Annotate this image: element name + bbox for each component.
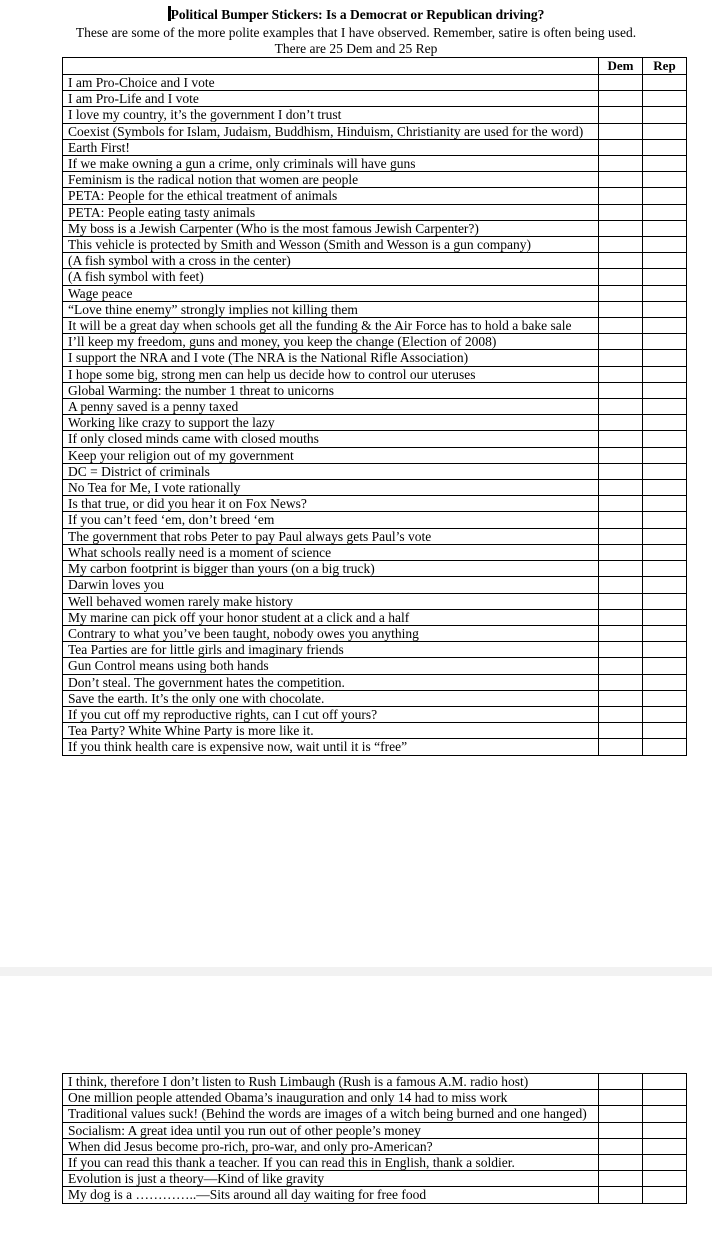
rep-checkbox-cell[interactable] — [643, 1138, 687, 1154]
table-row — [63, 609, 687, 625]
sticker-text: If you can read this thank a teacher. If you can read this in English, thank a soldier. — [63, 1155, 599, 1171]
dem-checkbox-cell[interactable] — [599, 528, 643, 544]
dem-checkbox-cell[interactable] — [599, 139, 643, 155]
table-row — [63, 318, 687, 334]
rep-checkbox-cell[interactable] — [643, 269, 687, 285]
sticker-text: Contrary to what you’ve been taught, nobody owes you anything — [63, 625, 599, 641]
dem-checkbox-cell[interactable] — [599, 188, 643, 204]
sticker-table-continued-body — [63, 1074, 687, 1204]
table-row — [63, 237, 687, 253]
dem-checkbox-cell[interactable] — [599, 739, 643, 755]
dem-checkbox-cell[interactable] — [599, 447, 643, 463]
sticker-text: If you cut off my reproductive rights, can I cut off yours? — [63, 706, 599, 722]
dem-checkbox-cell[interactable] — [599, 269, 643, 285]
rep-checkbox-cell[interactable] — [643, 237, 687, 253]
rep-checkbox-cell[interactable] — [643, 609, 687, 625]
sticker-text: (A fish symbol with feet) — [63, 269, 599, 285]
table-row — [63, 1171, 687, 1187]
table-row — [63, 334, 687, 350]
sticker-text: If you can’t feed ‘em, don’t breed ‘em — [63, 512, 599, 528]
dem-checkbox-cell[interactable] — [599, 593, 643, 609]
sticker-table-body — [63, 75, 687, 756]
dem-checkbox-cell[interactable] — [599, 561, 643, 577]
dem-checkbox-cell[interactable] — [599, 431, 643, 447]
dem-checkbox-cell[interactable] — [599, 577, 643, 593]
dem-checkbox-cell[interactable] — [599, 366, 643, 382]
table-row — [63, 415, 687, 431]
table-row — [63, 674, 687, 690]
dem-checkbox-cell[interactable] — [599, 220, 643, 236]
rep-checkbox-cell[interactable] — [643, 642, 687, 658]
dem-checkbox-cell[interactable] — [599, 496, 643, 512]
rep-checkbox-cell[interactable] — [643, 123, 687, 139]
sticker-text: Well behaved women rarely make history — [63, 593, 599, 609]
rep-checkbox-cell[interactable] — [643, 75, 687, 91]
header-rep: Rep — [643, 58, 687, 75]
dem-checkbox-cell[interactable] — [599, 382, 643, 398]
table-row — [63, 431, 687, 447]
rep-checkbox-cell[interactable] — [643, 1106, 687, 1122]
rep-checkbox-cell[interactable] — [643, 156, 687, 172]
table-row — [63, 156, 687, 172]
rep-checkbox-cell[interactable] — [643, 188, 687, 204]
rep-checkbox-cell[interactable] — [643, 318, 687, 334]
dem-checkbox-cell[interactable] — [599, 480, 643, 496]
rep-checkbox-cell[interactable] — [643, 625, 687, 641]
sticker-text: When did Jesus become pro-rich, pro-war, and only pro-American? — [63, 1138, 599, 1154]
dem-checkbox-cell[interactable] — [599, 723, 643, 739]
rep-checkbox-cell[interactable] — [643, 480, 687, 496]
table-row — [63, 1138, 687, 1154]
table-row — [63, 463, 687, 479]
table-row — [63, 91, 687, 107]
sticker-text: I’ll keep my freedom, guns and money, you keep the change (Election of 2008) — [63, 334, 599, 350]
rep-checkbox-cell[interactable] — [643, 447, 687, 463]
table-row — [63, 512, 687, 528]
table-row — [63, 1122, 687, 1138]
table-row — [63, 285, 687, 301]
dem-checkbox-cell[interactable] — [599, 1106, 643, 1122]
rep-checkbox-cell[interactable] — [643, 91, 687, 107]
sticker-text: I love my country, it’s the government I don’t trust — [63, 107, 599, 123]
rep-checkbox-cell[interactable] — [643, 577, 687, 593]
rep-checkbox-cell[interactable] — [643, 1074, 687, 1090]
sticker-text: Darwin loves you — [63, 577, 599, 593]
sticker-text: I am Pro-Life and I vote — [63, 91, 599, 107]
table-row — [63, 1106, 687, 1122]
rep-checkbox-cell[interactable] — [643, 1187, 687, 1203]
dem-checkbox-cell[interactable] — [599, 107, 643, 123]
rep-checkbox-cell[interactable] — [643, 139, 687, 155]
sticker-text: No Tea for Me, I vote rationally — [63, 480, 599, 496]
dem-checkbox-cell[interactable] — [599, 1138, 643, 1154]
rep-checkbox-cell[interactable] — [643, 415, 687, 431]
dem-checkbox-cell[interactable] — [599, 674, 643, 690]
dem-checkbox-cell[interactable] — [599, 334, 643, 350]
table-row — [63, 188, 687, 204]
table-row — [63, 577, 687, 593]
sticker-text: Tea Parties are for little girls and imaginary friends — [63, 642, 599, 658]
table-row — [63, 1090, 687, 1106]
table-row — [63, 544, 687, 560]
sticker-text: My boss is a Jewish Carpenter (Who is the most famous Jewish Carpenter?) — [63, 220, 599, 236]
dem-checkbox-cell[interactable] — [599, 75, 643, 91]
sticker-text: This vehicle is protected by Smith and Wesson (Smith and Wesson is a gun company) — [63, 237, 599, 253]
table-row — [63, 496, 687, 512]
sticker-text: Working like crazy to support the lazy — [63, 415, 599, 431]
rep-checkbox-cell[interactable] — [643, 107, 687, 123]
rep-checkbox-cell[interactable] — [643, 366, 687, 382]
rep-checkbox-cell[interactable] — [643, 220, 687, 236]
sticker-text: One million people attended Obama’s inauguration and only 14 had to miss work — [63, 1090, 599, 1106]
dem-checkbox-cell[interactable] — [599, 301, 643, 317]
sticker-text: DC = District of criminals — [63, 463, 599, 479]
rep-checkbox-cell[interactable] — [643, 528, 687, 544]
table-row — [63, 480, 687, 496]
table-row — [63, 723, 687, 739]
sticker-text: Coexist (Symbols for Islam, Judaism, Buddhism, Hinduism, Christianity are used for the word) — [63, 123, 599, 139]
sticker-table — [62, 57, 687, 756]
rep-checkbox-cell[interactable] — [643, 658, 687, 674]
sticker-text: A penny saved is a penny taxed — [63, 399, 599, 415]
table-row — [63, 382, 687, 398]
table-row — [63, 107, 687, 123]
table-row — [63, 561, 687, 577]
dem-checkbox-cell[interactable] — [599, 1122, 643, 1138]
document-title-text: Political Bumper Stickers: Is a Democrat or Republican driving? — [170, 7, 545, 22]
rep-checkbox-cell[interactable] — [643, 463, 687, 479]
dem-checkbox-cell[interactable] — [599, 318, 643, 334]
dem-checkbox-cell[interactable] — [599, 658, 643, 674]
sticker-text: I support the NRA and I vote (The NRA is the National Rifle Association) — [63, 350, 599, 366]
rep-checkbox-cell[interactable] — [643, 544, 687, 560]
table-row — [63, 220, 687, 236]
sticker-text: PETA: People eating tasty animals — [63, 204, 599, 220]
document-subtitle: These are some of the more polite examples that I have observed. Remember, satire is often being used. — [75, 25, 637, 40]
sticker-text: My dog is a …………..—Sits around all day waiting for free food — [63, 1187, 599, 1203]
rep-checkbox-cell[interactable] — [643, 674, 687, 690]
sticker-text: The government that robs Peter to pay Paul always gets Paul’s vote — [63, 528, 599, 544]
sticker-text: What schools really need is a moment of science — [63, 544, 599, 560]
table-row — [63, 625, 687, 641]
sticker-text: PETA: People for the ethical treatment of animals — [63, 188, 599, 204]
sticker-text: Don’t steal. The government hates the competition. — [63, 674, 599, 690]
dem-checkbox-cell[interactable] — [599, 172, 643, 188]
dem-checkbox-cell[interactable] — [599, 1074, 643, 1090]
dem-checkbox-cell[interactable] — [599, 642, 643, 658]
sticker-text: If we make owning a gun a crime, only criminals will have guns — [63, 156, 599, 172]
table-row — [63, 172, 687, 188]
rep-checkbox-cell[interactable] — [643, 285, 687, 301]
table-row — [63, 1155, 687, 1171]
rep-checkbox-cell[interactable] — [643, 1155, 687, 1171]
table-row — [63, 447, 687, 463]
dem-checkbox-cell[interactable] — [599, 253, 643, 269]
sticker-text: Save the earth. It’s the only one with chocolate. — [63, 690, 599, 706]
table-row — [63, 706, 687, 722]
dem-checkbox-cell[interactable] — [599, 350, 643, 366]
sticker-text: If only closed minds came with closed mouths — [63, 431, 599, 447]
table-row — [63, 366, 687, 382]
table-row — [63, 690, 687, 706]
dem-checkbox-cell[interactable] — [599, 1171, 643, 1187]
rep-checkbox-cell[interactable] — [643, 1090, 687, 1106]
sticker-text: Gun Control means using both hands — [63, 658, 599, 674]
table-row — [63, 204, 687, 220]
table-header-row — [63, 58, 687, 75]
dem-checkbox-cell[interactable] — [599, 609, 643, 625]
dem-checkbox-cell[interactable] — [599, 625, 643, 641]
sticker-text: Is that true, or did you hear it on Fox News? — [63, 496, 599, 512]
sticker-text: Tea Party? White Whine Party is more like it. — [63, 723, 599, 739]
dem-checkbox-cell[interactable] — [599, 463, 643, 479]
dem-checkbox-cell[interactable] — [599, 1155, 643, 1171]
dem-checkbox-cell[interactable] — [599, 237, 643, 253]
sticker-text: If you think health care is expensive now, wait until it is “free” — [63, 739, 599, 755]
rep-checkbox-cell[interactable] — [643, 399, 687, 415]
dem-checkbox-cell[interactable] — [599, 706, 643, 722]
table-row — [63, 301, 687, 317]
rep-checkbox-cell[interactable] — [643, 706, 687, 722]
sticker-text: Global Warming: the number 1 threat to unicorns — [63, 382, 599, 398]
rep-checkbox-cell[interactable] — [643, 1122, 687, 1138]
rep-checkbox-cell[interactable] — [643, 382, 687, 398]
dem-checkbox-cell[interactable] — [599, 91, 643, 107]
rep-checkbox-cell[interactable] — [643, 204, 687, 220]
dem-checkbox-cell[interactable] — [599, 415, 643, 431]
table-row — [63, 75, 687, 91]
table-row — [63, 593, 687, 609]
header-dem: Dem — [599, 58, 643, 75]
rep-checkbox-cell[interactable] — [643, 431, 687, 447]
count-line: There are 25 Dem and 25 Rep — [274, 41, 438, 56]
sticker-text: My marine can pick off your honor student at a click and a half — [63, 609, 599, 625]
sticker-table-continued — [62, 1073, 687, 1204]
dem-checkbox-cell[interactable] — [599, 156, 643, 172]
sticker-text: “Love thine enemy” strongly implies not killing them — [63, 301, 599, 317]
sticker-text: Feminism is the radical notion that women are people — [63, 172, 599, 188]
rep-checkbox-cell[interactable] — [643, 512, 687, 528]
document-title — [0, 6, 712, 24]
dem-checkbox-cell[interactable] — [599, 285, 643, 301]
sticker-text: I am Pro-Choice and I vote — [63, 75, 599, 91]
rep-checkbox-cell[interactable] — [643, 1171, 687, 1187]
table-row — [63, 123, 687, 139]
sticker-text: Wage peace — [63, 285, 599, 301]
sticker-text: (A fish symbol with a cross in the center) — [63, 253, 599, 269]
table-row — [63, 528, 687, 544]
sticker-text: Evolution is just a theory—Kind of like gravity — [63, 1171, 599, 1187]
sticker-text: I think, therefore I don’t listen to Rush Limbaugh (Rush is a famous A.M. radio host) — [63, 1074, 599, 1090]
rep-checkbox-cell[interactable] — [643, 172, 687, 188]
dem-checkbox-cell[interactable] — [599, 123, 643, 139]
table-row — [63, 139, 687, 155]
sticker-text: Socialism: A great idea until you run out of other people’s money — [63, 1122, 599, 1138]
sticker-text: My carbon footprint is bigger than yours (on a big truck) — [63, 561, 599, 577]
rep-checkbox-cell[interactable] — [643, 334, 687, 350]
sticker-text: Keep your religion out of my government — [63, 447, 599, 463]
table-row — [63, 658, 687, 674]
table-row — [63, 253, 687, 269]
dem-checkbox-cell[interactable] — [599, 544, 643, 560]
rep-checkbox-cell[interactable] — [643, 723, 687, 739]
dem-checkbox-cell[interactable] — [599, 1090, 643, 1106]
dem-checkbox-cell[interactable] — [599, 204, 643, 220]
table-row — [63, 350, 687, 366]
rep-checkbox-cell[interactable] — [643, 350, 687, 366]
dem-checkbox-cell[interactable] — [599, 690, 643, 706]
table-row — [63, 399, 687, 415]
document-page-2 — [0, 976, 712, 1252]
table-row — [63, 1187, 687, 1203]
sticker-text: It will be a great day when schools get all the funding & the Air Force has to hold a bake sale — [63, 318, 599, 334]
dem-checkbox-cell[interactable] — [599, 512, 643, 528]
table-row — [63, 1074, 687, 1090]
rep-checkbox-cell[interactable] — [643, 690, 687, 706]
sticker-text: Earth First! — [63, 139, 599, 155]
table-row — [63, 739, 687, 755]
sticker-text: I hope some big, strong men can help us decide how to control our uteruses — [63, 366, 599, 382]
rep-checkbox-cell[interactable] — [643, 301, 687, 317]
rep-checkbox-cell[interactable] — [643, 253, 687, 269]
rep-checkbox-cell[interactable] — [643, 739, 687, 755]
sticker-text: Traditional values suck! (Behind the words are images of a witch being burned and one hanged) — [63, 1106, 599, 1122]
rep-checkbox-cell[interactable] — [643, 496, 687, 512]
dem-checkbox-cell[interactable] — [599, 399, 643, 415]
table-row — [63, 642, 687, 658]
header-blank — [63, 58, 599, 75]
table-row — [63, 269, 687, 285]
rep-checkbox-cell[interactable] — [643, 593, 687, 609]
rep-checkbox-cell[interactable] — [643, 561, 687, 577]
dem-checkbox-cell[interactable] — [599, 1187, 643, 1203]
